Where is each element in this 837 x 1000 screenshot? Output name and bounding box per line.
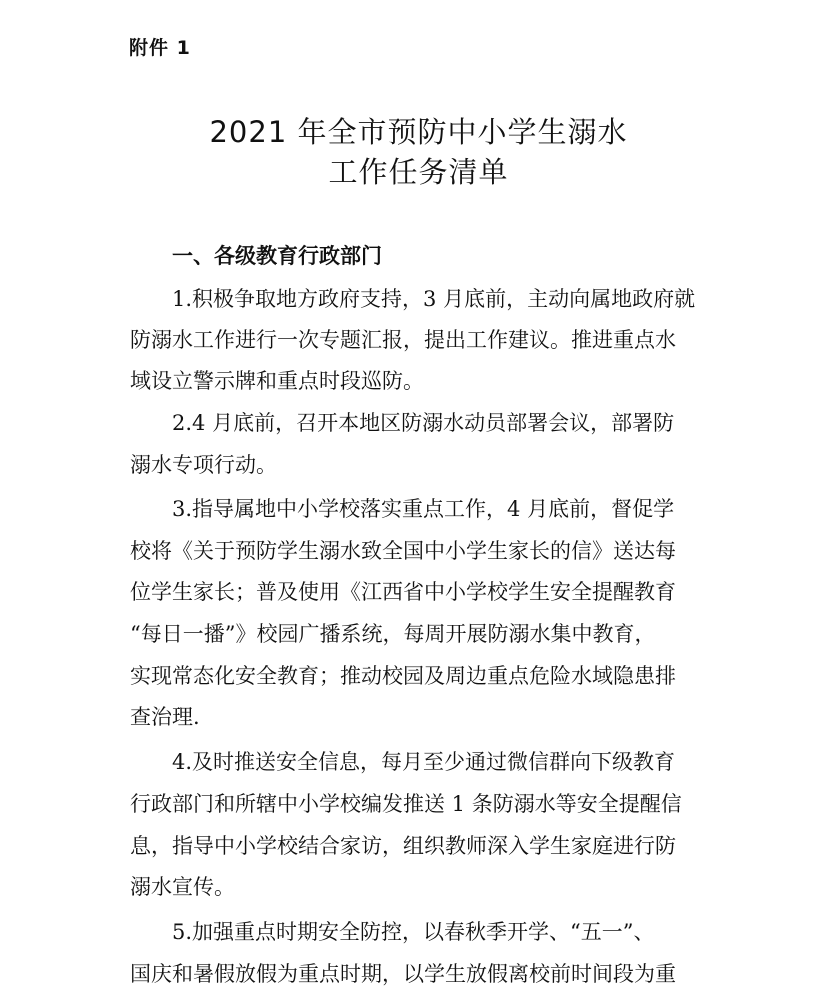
paragraph-line: 查治理. (130, 705, 200, 729)
paragraph-line: 5.加强重点时期安全防控，以春秋季开学、“五一”、 (172, 920, 655, 944)
paragraph-line: 防溺水工作进行一次专题汇报，提出工作建议。推进重点水 (130, 328, 676, 352)
paragraph-line: 4.及时推送安全信息，每月至少通过微信群向下级教育 (172, 750, 676, 774)
paragraph-line: 位学生家长；普及使用《江西省中小学校学生安全提醒教育 (130, 580, 676, 604)
paragraph-line: 溺水专项行动。 (130, 453, 277, 477)
paragraph-line: 1.积极争取地方政府支持，3 月底前，主动向属地政府就 (172, 287, 696, 311)
paragraph-line: 域设立警示牌和重点时段巡防。 (130, 369, 424, 393)
section-heading: 一、各级教育行政部门 (172, 244, 382, 268)
paragraph-line: 3.指导属地中小学校落实重点工作，4 月底前，督促学 (172, 497, 675, 521)
paragraph-line: 2.4 月底前，召开本地区防溺水动员部署会议，部署防 (172, 411, 675, 435)
document-title-line-2: 工作任务清单 (328, 155, 509, 189)
paragraph-line: 国庆和暑假放假为重点时期，以学生放假离校前时间段为重 (130, 962, 676, 986)
paragraph-line: 校将《关于预防学生溺水致全国中小学生家长的信》送达每 (130, 539, 676, 563)
attachment-label: 附件 1 (129, 37, 191, 59)
paragraph-line: 实现常态化安全教育；推动校园及周边重点危险水域隐患排 (130, 664, 676, 688)
document-title-line-1: 2021 年全市预防中小学生溺水 (209, 115, 628, 149)
paragraph-line: 息，指导中小学校结合家访，组织教师深入学生家庭进行防 (130, 834, 676, 858)
paragraph-line: 行政部门和所辖中小学校编发推送 1 条防溺水等安全提醒信 (130, 792, 682, 816)
paragraph-line: “每日一播”》校园广播系统，每周开展防溺水集中教育， (130, 622, 656, 646)
paragraph-line: 溺水宣传。 (130, 875, 235, 899)
